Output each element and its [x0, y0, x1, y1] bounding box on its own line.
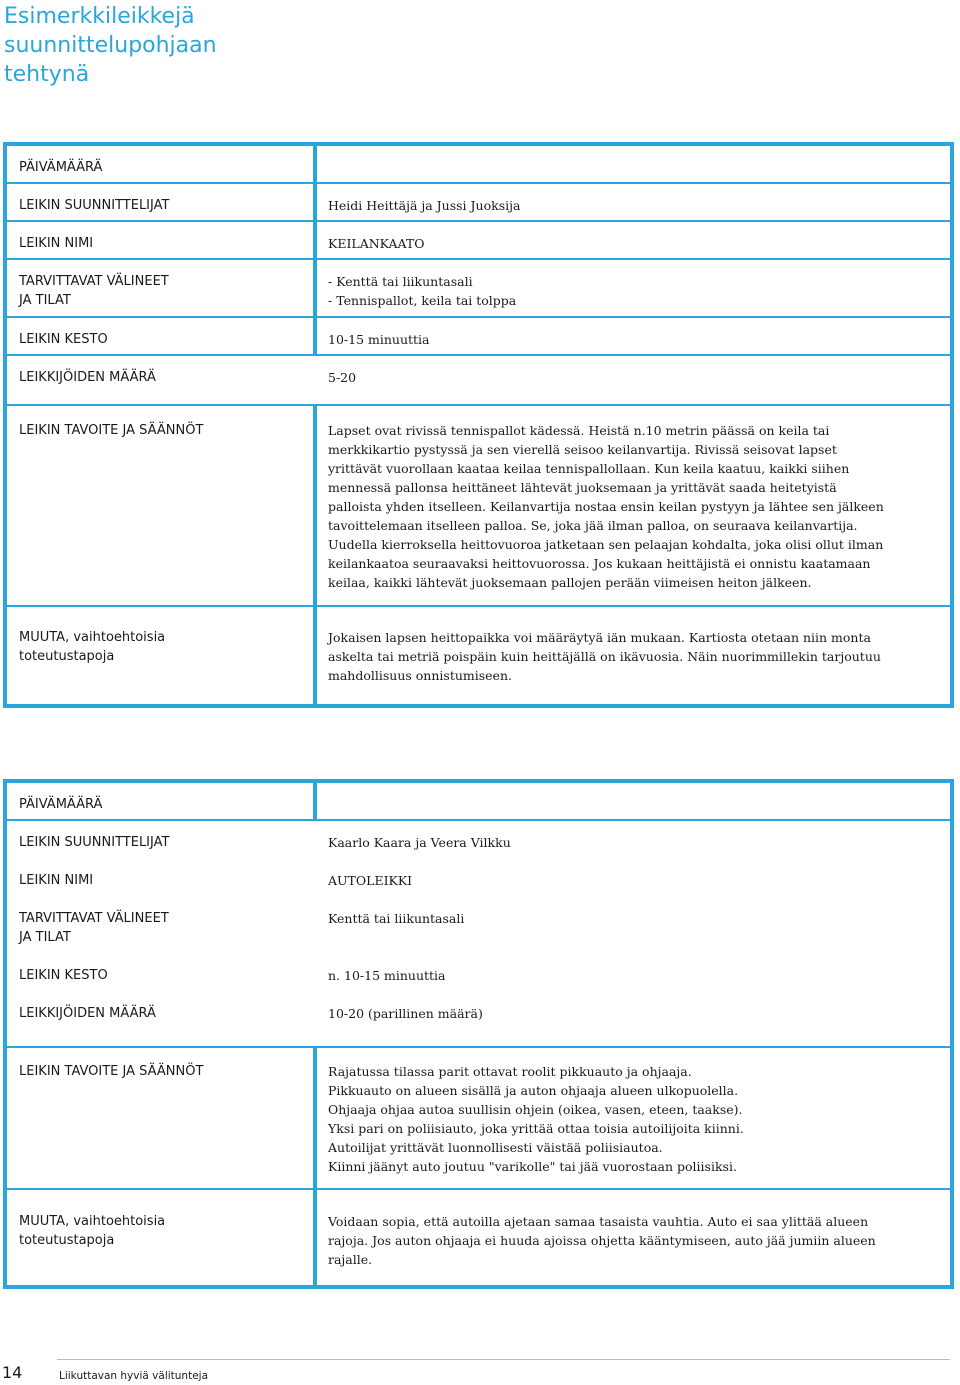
- equipment-label-line: JA TILAT: [19, 930, 71, 945]
- equipment-value-line: - Kenttä tai liikuntasali: [328, 274, 473, 289]
- date-label-cell: [7, 783, 313, 819]
- equipment-value-line: - Tennispallot, keila tai tolppa: [328, 293, 517, 308]
- date-value-cell: [317, 783, 950, 819]
- variations-label-line: toteutustapoja: [19, 649, 115, 664]
- variations-label-line: toteutustapoja: [19, 1233, 115, 1248]
- goal-label: LEIKIN TAVOITE JA SÄÄNNÖT: [19, 423, 204, 438]
- equipment-label-line: TARVITTAVAT VÄLINEET: [19, 274, 169, 289]
- goal-value-line: Ohjaaja ohjaa autoa suullisin ohjein (oikea, vasen, eteen, taakse).: [328, 1102, 743, 1117]
- equipment-value-cell: [317, 260, 950, 316]
- variations-value-line: Jokaisen lapsen heittopaikka voi määräytyä iän mukaan. Kartiosta otetaan niin monta: [328, 630, 871, 645]
- goal-value-line: Kiinni jäänyt auto joutuu "varikolle" tai jää vuorostaan poliisiksi.: [328, 1159, 737, 1174]
- players-row: [7, 356, 950, 404]
- goal-label-cell: [7, 1048, 313, 1188]
- planners-value: Heidi Heittäjä ja Jussi Juoksija: [328, 198, 521, 213]
- goal-value-line: Lapset ovat rivissä tennispallot kädessä. Heistä n.10 metrin päässä on keila tai: [328, 423, 830, 438]
- page-title: [4, 2, 304, 89]
- footer-divider: [57, 1359, 950, 1360]
- page-title-line: suunnittelupohjaan: [4, 33, 217, 58]
- goal-value-line: mennessä pallonsa heittäneet lähtevät juoksemaan ja yrittävät saada heitetyistä: [328, 480, 837, 495]
- equipment-value-cell: [317, 897, 950, 928]
- goal-value-line: merkkikartio pystyssä ja sen vierellä seisoo keilanvartija. Rivissä seisovat lapset: [328, 442, 837, 457]
- equipment-label-line: TARVITTAVAT VÄLINEET: [19, 911, 169, 926]
- variations-label-cell: [7, 607, 313, 704]
- players-value-cell: [317, 992, 950, 1023]
- date-label: PÄIVÄMÄÄRÄ: [19, 160, 103, 175]
- duration-value-cell: [317, 318, 950, 354]
- footer-publication-title: Liikuttavan hyviä välitunteja: [59, 1370, 209, 1382]
- variations-value-line: rajoja. Jos auton ohjaaja ei huuda ajoissa ohjetta kääntymiseen, auto jää jumiin alueen: [328, 1233, 876, 1248]
- game-name-value: KEILANKAATO: [328, 236, 425, 251]
- duration-label-cell: [7, 954, 313, 985]
- goal-value-cell: [317, 1048, 950, 1188]
- goal-label-cell: [7, 406, 313, 605]
- planners-label-cell: [7, 184, 313, 220]
- equipment-label-cell: [7, 260, 313, 316]
- basic-info-block: [7, 821, 950, 1046]
- planners-value-cell: [317, 821, 950, 852]
- game-name-label: LEIKIN NIMI: [19, 873, 94, 888]
- duration-label-cell: [7, 318, 313, 354]
- duration-label: LEIKIN KESTO: [19, 968, 108, 983]
- planning-table-autoleikki: [3, 779, 954, 1289]
- planning-table-keilankaato: [3, 142, 954, 708]
- date-label: PÄIVÄMÄÄRÄ: [19, 797, 103, 812]
- goal-value-line: yrittävät vuorollaan kaataa keilaa tennispallollaan. Kun keila kaatuu, kaikki siihen: [328, 461, 850, 476]
- duration-value-cell: [317, 954, 950, 985]
- variations-value-cell: [317, 607, 950, 704]
- planners-label-cell: [7, 821, 313, 852]
- players-value: 10-20 (parillinen määrä): [328, 1006, 483, 1021]
- goal-value-line: Pikkuauto on alueen sisällä ja auton ohjaaja alueen ulkopuolella.: [328, 1083, 739, 1098]
- variations-label-line: MUUTA, vaihtoehtoisia: [19, 630, 166, 645]
- game-name-value-cell: [317, 222, 950, 258]
- players-label: LEIKKIJÖIDEN MÄÄRÄ: [19, 370, 156, 385]
- game-name-value: AUTOLEIKKI: [328, 873, 413, 888]
- goal-value-line: Uudella kierroksella heittovuoroa jatketaan sen pelaajan kohdalta, joka olisi ollut ilman: [328, 537, 884, 552]
- equipment-value-line: Kenttä tai liikuntasali: [328, 911, 465, 926]
- planners-label: LEIKIN SUUNNITTELIJAT: [19, 835, 170, 850]
- variations-value-cell: [317, 1190, 950, 1285]
- players-label-cell: [7, 356, 313, 387]
- game-name-value-cell: [317, 859, 950, 890]
- page-number: 14: [2, 1363, 23, 1382]
- duration-label: LEIKIN KESTO: [19, 332, 108, 347]
- variations-value-line: askelta tai metriä poispäin kuin heittäjällä on ikävuosia. Näin nuorimmillekin tarjoutuu: [328, 649, 881, 664]
- variations-label-cell: [7, 1190, 313, 1285]
- variations-value-line: rajalle.: [328, 1252, 373, 1267]
- variations-label-line: MUUTA, vaihtoehtoisia: [19, 1214, 166, 1229]
- goal-value-line: Yksi pari on poliisiauto, joka yrittää ottaa toisia autoilijoita kiinni.: [328, 1121, 744, 1136]
- duration-value: n. 10-15 minuuttia: [328, 968, 446, 983]
- goal-label: LEIKIN TAVOITE JA SÄÄNNÖT: [19, 1064, 204, 1079]
- equipment-label-line: JA TILAT: [19, 293, 71, 308]
- goal-value-line: keilaa, kaikki lähtevät juoksemaan pallojen perään viimeisen heiton jälkeen.: [328, 575, 812, 590]
- players-value-cell: [317, 356, 950, 387]
- goal-value-line: Autoilijat yrittävät luonnollisesti väistää poliisiautoa.: [328, 1140, 663, 1155]
- goal-value-line: keilankaatoa seuraavaksi heittovuorossa. Jos kukaan heittäjistä ei onnistu kaatamaan: [328, 556, 871, 571]
- planners-value: Kaarlo Kaara ja Veera Vilkku: [328, 835, 511, 850]
- goal-value-line: palloista yhden itselleen. Keilanvartija nostaa ensin keilan pystyyn ja lähtee sen jälkeen: [328, 499, 884, 514]
- planners-label: LEIKIN SUUNNITTELIJAT: [19, 198, 170, 213]
- game-name-label-cell: [7, 859, 313, 890]
- date-label-cell: [7, 146, 313, 182]
- goal-value-line: Rajatussa tilassa parit ottavat roolit pikkuauto ja ohjaaja.: [328, 1064, 692, 1079]
- variations-value-line: Voidaan sopia, että autoilla ajetaan samaa tasaista vauhtia. Auto ei saa ylittää alueen: [328, 1214, 869, 1229]
- goal-value-cell: [317, 406, 950, 605]
- players-label: LEIKKIJÖIDEN MÄÄRÄ: [19, 1006, 156, 1021]
- game-name-label-cell: [7, 222, 313, 258]
- planners-value-cell: [317, 184, 950, 220]
- page-title-line: tehtynä: [4, 62, 90, 87]
- duration-value: 10-15 minuuttia: [328, 332, 430, 347]
- variations-value-line: mahdollisuus onnistumiseen.: [328, 668, 512, 683]
- date-value-cell: [317, 146, 950, 182]
- game-name-label: LEIKIN NIMI: [19, 236, 94, 251]
- players-value: 5-20: [328, 370, 357, 385]
- goal-value-line: tavoittelemaan itselleen palloa. Se, joka jää ilman palloa, on seuraava keilanvartija.: [328, 518, 858, 533]
- equipment-label-cell: [7, 897, 313, 947]
- page-title-line: Esimerkkileikkejä: [4, 4, 195, 29]
- players-label-cell: [7, 992, 313, 1023]
